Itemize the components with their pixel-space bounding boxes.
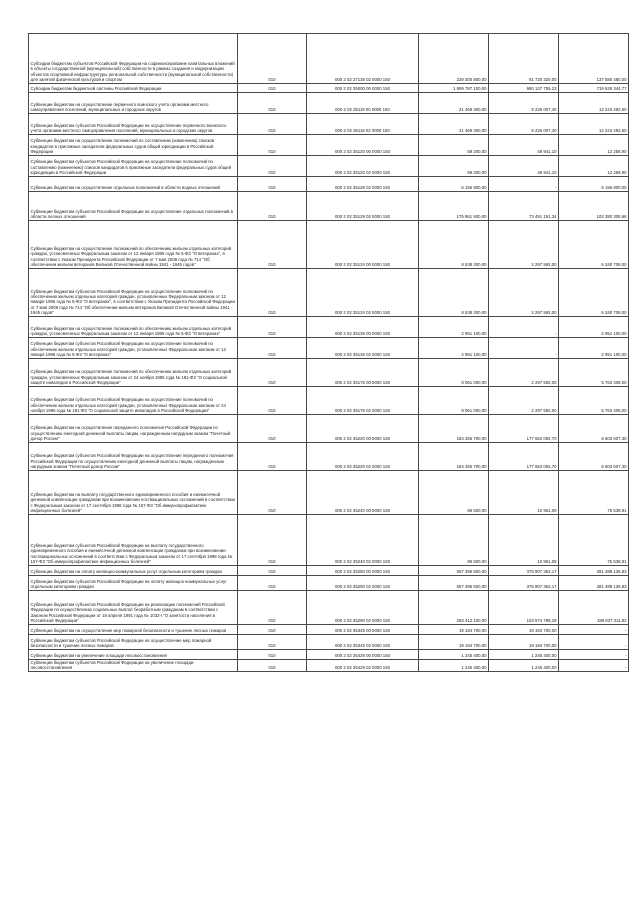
cell-name: Субвенции бюджетам субъектов Российской Федерации на осуществление полномочий по составлению (изменению) списков кандидатов в присяжные заседатели федеральных судов общей юрисдикции в Российской Федерации: [29, 156, 238, 177]
cell-budget-class-code: 000 2 02 35120 00 0000 150: [307, 135, 419, 156]
table-row: [29, 269, 629, 317]
cell-unexecuted-amount: 6 340 708,00: [559, 269, 629, 317]
cell-approved-amount: 293 412 100,00: [419, 591, 489, 625]
cell-line-code: 010: [238, 625, 307, 635]
cell-line-code: 010: [238, 443, 307, 471]
cell-line-code: 010: [238, 34, 307, 84]
table-row: [29, 415, 629, 443]
budget-execution-table: [28, 33, 629, 672]
cell-unexecuted-amount: 102 380 308,66: [559, 192, 629, 221]
cell-line-code: 010: [238, 221, 307, 269]
table-row: [29, 34, 629, 84]
table-row: [29, 156, 629, 177]
cell-budget-class-code: 000 2 02 35129 02 0000 150: [307, 192, 419, 221]
cell-budget-class-code: 000 2 02 35240 02 0000 150: [307, 515, 419, 566]
cell-budget-class-code: 000 2 02 35128 02 0000 150: [307, 177, 419, 192]
cell-approved-amount: 8 061 000,00: [419, 387, 489, 415]
cell-unexecuted-amount: 281 489 136,83: [559, 566, 629, 576]
cell-budget-class-code: 000 2 02 35220 02 0000 150: [307, 443, 419, 471]
cell-executed-amount: 177 653 092,70: [489, 415, 559, 443]
cell-line-code: 010: [238, 650, 307, 660]
cell-unexecuted-amount: 5 763 408,00: [559, 387, 629, 415]
cell-approved-amount: 2 951 100,00: [419, 338, 489, 359]
cell-executed-amount: 1 245 400,00: [489, 650, 559, 660]
cell-line-code: 010: [238, 576, 307, 591]
cell-line-code: 010: [238, 566, 307, 576]
table-row: [29, 650, 629, 660]
cell-approved-amount: 59 200,00: [419, 156, 489, 177]
cell-executed-amount: 375 907 363,17: [489, 576, 559, 591]
cell-name: Субвенции бюджетам на оплату жилищно-коммунальных услуг отдельным категориям граждан: [29, 566, 238, 576]
cell-unexecuted-amount: 75 538,91: [559, 471, 629, 515]
cell-name: Субвенции бюджетам субъектов Российской Федерации на осуществление полномочий по обеспечению жильем отдельных категорий граждан, установленных Федеральным законом от 12 января 1995 года № 5-ФЗ "О ветеранах": [29, 338, 238, 359]
cell-unexecuted-amount: 75 538,91: [559, 515, 629, 566]
cell-unexecuted-amount: 12 243 292,60: [559, 114, 629, 135]
cell-name: Субвенции бюджетам субъектов Российской Федерации на осуществление первичного воинского учета органами местного самоуправления поселений, муниципальных и городских округов: [29, 114, 238, 135]
cell-approved-amount: 657 396 500,00: [419, 576, 489, 591]
cell-unexecuted-amount: 6 156 800,00: [559, 177, 629, 192]
cell-budget-class-code: 000 2 02 35250 02 0000 150: [307, 576, 419, 591]
cell-executed-amount: 1 245 400,00: [489, 660, 559, 672]
cell-unexecuted-amount: 12 243 292,60: [559, 93, 629, 114]
cell-executed-amount: 2 297 592,00: [489, 387, 559, 415]
cell-executed-amount: 46 941,10: [489, 135, 559, 156]
cell-approved-amount: 21 469 300,00: [419, 114, 489, 135]
cell-approved-amount: 86 500,00: [419, 515, 489, 566]
table-row: [29, 566, 629, 576]
cell-unexecuted-amount: -: [559, 625, 629, 635]
cell-budget-class-code: 000 2 02 35120 02 0000 150: [307, 156, 419, 177]
table-row: [29, 625, 629, 635]
cell-name: Субвенции бюджетам субъектов Российской Федерации на осуществление мер пожарной безопасности и тушение лесных пожаров: [29, 635, 238, 650]
cell-name: Субвенции бюджетам на осуществление переданного полномочия Российской Федерации по осуществлению ежегодной денежной выплаты лицам, награжденным нагрудным знаком "Почетный донор России": [29, 415, 238, 443]
cell-line-code: 010: [238, 84, 307, 93]
cell-budget-class-code: 000 2 02 27139 02 0000 150: [307, 34, 419, 84]
cell-unexecuted-amount: -: [559, 635, 629, 650]
cell-line-code: 010: [238, 192, 307, 221]
cell-budget-class-code: 000 2 02 35429 02 0000 150: [307, 660, 419, 672]
cell-name: Субвенции бюджетам на осуществление мер пожарной безопасности и тушение лесных пожаров: [29, 625, 238, 635]
cell-line-code: 010: [238, 269, 307, 317]
table-row: [29, 114, 629, 135]
cell-approved-amount: 19 194 700,00: [419, 635, 489, 650]
cell-line-code: 010: [238, 660, 307, 672]
cell-unexecuted-amount: 137 580 480,00: [559, 34, 629, 84]
cell-budget-class-code: 000 2 02 35134 00 0000 150: [307, 221, 419, 269]
cell-unexecuted-amount: 281 489 136,83: [559, 576, 629, 591]
cell-name: Субвенции бюджетам на осуществление отдельных полномочий в области водных отношений: [29, 177, 238, 192]
cell-name: Субвенции бюджетам на осуществление полномочий по обеспечению жильем отдельных категорий граждан, установленных Федеральным законом от 12 января 1995 года № 5-ФЗ "О ветеранах", в соответствии с Указом Президента Российской Федерации от 7 мая 2008 года № 714 "Об обеспечении жильем ветеранов Великой Отечественной войны 1941 - 1945 годов": [29, 221, 238, 269]
cell-name: Субвенции бюджетам субъектов Российской Федерации на осуществление переданного полномочия Российской Федерации по осуществлению ежегодной денежной выплаты лицам, награжденным нагрудным знаком "Почетный донор России": [29, 443, 238, 471]
cell-approved-amount: 8 638 300,00: [419, 269, 489, 317]
cell-unexecuted-amount: 12 258,90: [559, 156, 629, 177]
cell-name: Субвенции бюджетам субъектов Российской Федерации на осуществление отдельных полномочий в области лесных отношений: [29, 192, 238, 221]
cell-budget-class-code: 000 2 02 35220 00 0000 150: [307, 415, 419, 443]
cell-executed-amount: 91 720 320,00: [489, 34, 559, 84]
cell-budget-class-code: 000 2 02 35118 00 0000 150: [307, 93, 419, 114]
cell-budget-class-code: 000 2 02 35118 02 0000 150: [307, 114, 419, 135]
cell-line-code: 010: [238, 471, 307, 515]
cell-name: Субвенции бюджетам на осуществление полномочий по составлению (изменению) списков кандидатов в присяжные заседатели федеральных судов общей юрисдикции в Российской Федерации: [29, 135, 238, 156]
cell-executed-amount: -: [489, 177, 559, 192]
cell-line-code: 010: [238, 515, 307, 566]
cell-executed-amount: 2 297 592,00: [489, 221, 559, 269]
cell-unexecuted-amount: 719 629 344,77: [559, 84, 629, 93]
cell-executed-amount: 46 941,10: [489, 156, 559, 177]
cell-budget-class-code: 000 2 02 35135 00 0000 150: [307, 317, 419, 338]
cell-budget-class-code: 000 2 02 35000 00 0000 150: [307, 84, 419, 93]
cell-budget-class-code: 000 2 02 35135 02 0000 150: [307, 338, 419, 359]
cell-unexecuted-amount: 2 951 100,00: [559, 317, 629, 338]
cell-executed-amount: 9 226 007,40: [489, 114, 559, 135]
cell-line-code: 010: [238, 387, 307, 415]
cell-approved-amount: 657 396 500,00: [419, 566, 489, 576]
cell-line-code: 010: [238, 317, 307, 338]
cell-approved-amount: 21 469 300,00: [419, 93, 489, 114]
cell-unexecuted-amount: 6 603 607,30: [559, 415, 629, 443]
cell-executed-amount: 19 194 700,00: [489, 635, 559, 650]
cell-name: Субвенции бюджетам на осуществление первичного воинского учета органами местного самоуправления поселений, муниципальных и городских округов: [29, 93, 238, 114]
cell-executed-amount: 19 194 700,00: [489, 625, 559, 635]
cell-approved-amount: 19 194 700,00: [419, 625, 489, 635]
cell-approved-amount: 8 061 000,00: [419, 359, 489, 387]
table-row: [29, 359, 629, 387]
table-row: [29, 515, 629, 566]
cell-budget-class-code: 000 2 02 35345 00 0000 150: [307, 625, 419, 635]
cell-name: Субвенции бюджетам субъектов Российской Федерации на выплату государственного единовременного пособия и ежемесячной денежной компенсации гражданам при возникновении поствакцинальных осложнений в соответствии с Федеральным законом от 17 сентября 1998 года № 157-ФЗ "Об иммунопрофилактике инфекционных болезней": [29, 515, 238, 566]
cell-name: Субвенции бюджетам субъектов Российской Федерации на осуществление полномочий по обеспечению жильем отдельных категорий граждан, установленных Федеральным законом от 24 ноября 1995 года № 181-ФЗ "О социальной защите инвалидов в Российской Федерации": [29, 387, 238, 415]
cell-line-code: 010: [238, 114, 307, 135]
cell-budget-class-code: 000 2 02 35290 02 0000 150: [307, 591, 419, 625]
cell-unexecuted-amount: 6 603 607,30: [559, 443, 629, 471]
cell-line-code: 010: [238, 635, 307, 650]
table-row: [29, 135, 629, 156]
cell-name: Субсидии бюджетам бюджетной системы Российской Федерации: [29, 84, 238, 93]
cell-executed-amount: 9 226 007,40: [489, 93, 559, 114]
cell-line-code: 010: [238, 591, 307, 625]
table-row: [29, 221, 629, 269]
cell-approved-amount: 1 245 400,00: [419, 660, 489, 672]
table-body: [29, 34, 629, 672]
table-row: [29, 177, 629, 192]
table-row: [29, 635, 629, 650]
cell-executed-amount: 980 137 755,23: [489, 84, 559, 93]
cell-executed-amount: -: [489, 338, 559, 359]
table-row: [29, 317, 629, 338]
cell-executed-amount: 177 653 092,70: [489, 443, 559, 471]
table-row: [29, 591, 629, 625]
cell-unexecuted-amount: 12 258,90: [559, 135, 629, 156]
cell-approved-amount: 86 500,00: [419, 471, 489, 515]
table-row: [29, 576, 629, 591]
table-row: [29, 660, 629, 672]
cell-budget-class-code: 000 2 02 35240 00 0000 150: [307, 471, 419, 515]
cell-executed-amount: 2 297 592,00: [489, 269, 559, 317]
cell-approved-amount: 1 899 787 100,00: [419, 84, 489, 93]
cell-budget-class-code: 000 2 02 35176 02 0000 150: [307, 387, 419, 415]
cell-approved-amount: 2 951 100,00: [419, 317, 489, 338]
cell-line-code: 010: [238, 156, 307, 177]
cell-approved-amount: 8 638 300,00: [419, 221, 489, 269]
cell-approved-amount: 6 156 800,00: [419, 177, 489, 192]
cell-approved-amount: 184 256 700,00: [419, 415, 489, 443]
table-row: [29, 192, 629, 221]
table-row: [29, 471, 629, 515]
cell-executed-amount: 73 491 191,34: [489, 192, 559, 221]
cell-line-code: 010: [238, 93, 307, 114]
cell-line-code: 010: [238, 177, 307, 192]
cell-approved-amount: 1 245 400,00: [419, 650, 489, 660]
cell-unexecuted-amount: -: [559, 660, 629, 672]
cell-name: Субвенции бюджетам на выплату государственного единовременного пособия и ежемесячной денежной компенсации гражданам при возникновении поствакцинальных осложнений в соответствии с Федеральным законом от 17 сентября 1998 года № 157-ФЗ "Об иммунопрофилактике инфекционных болезней": [29, 471, 238, 515]
cell-executed-amount: 375 907 363,17: [489, 566, 559, 576]
cell-line-code: 010: [238, 135, 307, 156]
cell-unexecuted-amount: 2 951 100,00: [559, 338, 629, 359]
cell-executed-amount: 10 961,09: [489, 515, 559, 566]
cell-name: Субвенции бюджетам на осуществление полномочий по обеспечению жильем отдельных категорий граждан, установленных Федеральным законом от 12 января 1995 года № 5-ФЗ "О ветеранах": [29, 317, 238, 338]
cell-name: Субвенции бюджетам субъектов Российской Федерации на увеличение площади лесовосстановления: [29, 660, 238, 672]
cell-approved-amount: 59 200,00: [419, 135, 489, 156]
cell-executed-amount: 2 297 592,00: [489, 359, 559, 387]
cell-line-code: 010: [238, 338, 307, 359]
cell-name: Субвенции бюджетам субъектов Российской Федерации на оплату жилищно-коммунальных услуг отдельным категориям граждан: [29, 576, 238, 591]
table-row: [29, 338, 629, 359]
cell-line-code: 010: [238, 359, 307, 387]
cell-name: Субвенции бюджетам на осуществление полномочий по обеспечению жильем отдельных категорий граждан, установленных Федеральным законом от 24 ноября 1995 года № 181-ФЗ "О социальной защите инвалидов в Российской Федерации": [29, 359, 238, 387]
cell-name: Субвенции бюджетам на увеличение площади лесовосстановления: [29, 650, 238, 660]
table-row: [29, 84, 629, 93]
table-row: [29, 443, 629, 471]
cell-line-code: 010: [238, 415, 307, 443]
cell-name: Субвенции бюджетам субъектов Российской Федерации на осуществление полномочий по обеспечению жильем отдельных категорий граждан, установленных Федеральным законом от 12 января 1995 года № 5-ФЗ "О ветеранах", в соответствии с Указом Президента Российской Федерации от 7 мая 2008 года № 714 "Об обеспечении жильем ветеранов Великой Отечественной войны 1941 - 1945 годов": [29, 269, 238, 317]
cell-budget-class-code: 000 2 02 35250 00 0000 150: [307, 566, 419, 576]
table-row: [29, 93, 629, 114]
cell-name: Субсидии бюджетам субъектов Российской Федерации на софинансирование капитальных вложений в объекты государственной (муниципальной) собственности в рамках создания и модернизации объектов спортивной инфраструктуры региональной собственности (муниципальной собственности) для занятий физической культурой и спортом: [29, 34, 238, 84]
cell-executed-amount: 103 574 788,18: [489, 591, 559, 625]
cell-approved-amount: 175 861 500,00: [419, 192, 489, 221]
cell-executed-amount: -: [489, 317, 559, 338]
cell-budget-class-code: 000 2 02 35176 00 0000 150: [307, 359, 419, 387]
cell-budget-class-code: 000 2 02 35134 02 0000 150: [307, 269, 419, 317]
cell-unexecuted-amount: 189 837 311,82: [559, 591, 629, 625]
cell-approved-amount: 184 256 700,00: [419, 443, 489, 471]
table-row: [29, 387, 629, 415]
cell-unexecuted-amount: 6 340 708,00: [559, 221, 629, 269]
cell-budget-class-code: 000 2 02 35345 02 0000 150: [307, 635, 419, 650]
cell-unexecuted-amount: -: [559, 650, 629, 660]
cell-executed-amount: 10 961,09: [489, 471, 559, 515]
cell-name: Субвенции бюджетам субъектов Российской Федерации на реализацию полномочий Российской Федерации по осуществлению социальных выплат безработным гражданам в соответствии с Законом Российской Федерации от 19 апреля 1991 года № 1032-I "О занятости населения в Российской Федерации": [29, 591, 238, 625]
cell-approved-amount: 229 300 800,00: [419, 34, 489, 84]
cell-budget-class-code: 000 2 02 35429 00 0000 150: [307, 650, 419, 660]
cell-unexecuted-amount: 5 763 408,00: [559, 359, 629, 387]
